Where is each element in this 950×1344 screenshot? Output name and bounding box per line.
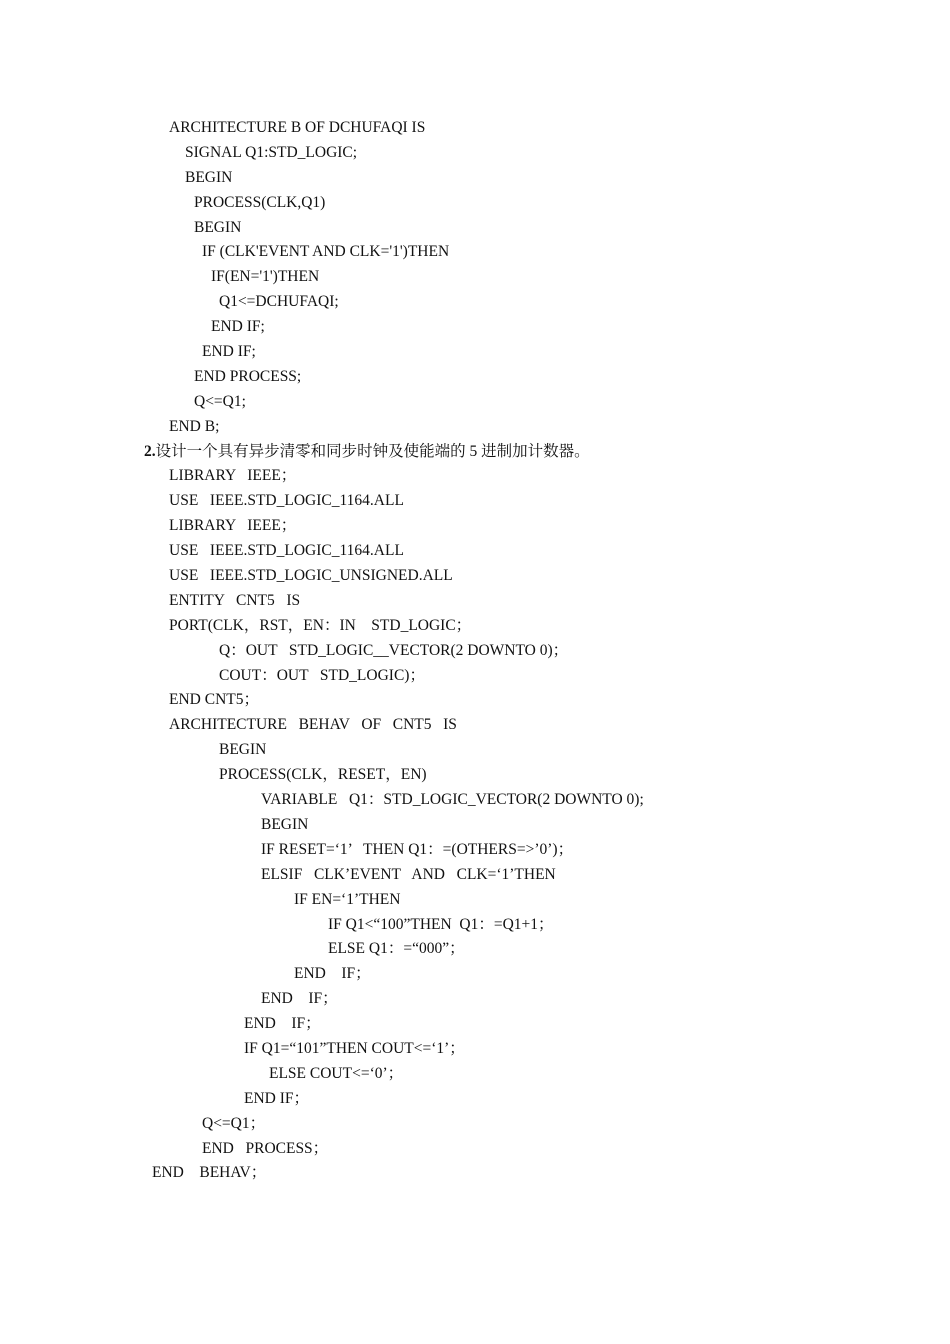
code-line: END CNT5；: [169, 691, 259, 709]
code-listing: [0, 116, 950, 1186]
code-line: END PROCESS;: [194, 367, 302, 385]
code-line: ARCHITECTURE BEHAV OF CNT5 IS: [169, 716, 457, 734]
heading-text: 设计一个具有异步清零和同步时钟及使能端的 5 进制加计数器。: [155, 442, 590, 460]
code-line: BEGIN: [185, 168, 233, 186]
code-line: END IF；: [244, 1089, 310, 1107]
code-line: END PROCESS；: [202, 1139, 329, 1157]
code-line: USE IEEE.STD_LOGIC_UNSIGNED.ALL: [169, 567, 453, 585]
code-line: END IF;: [211, 318, 265, 336]
code-line: IF Q1<“100”THEN Q1：=Q1+1；: [328, 915, 554, 933]
code-line: LIBRARY IEEE；: [169, 517, 297, 535]
code-line: BEGIN: [219, 741, 267, 759]
code-line: IF EN=‘1’THEN: [294, 890, 401, 908]
code-line: Q1<=DCHUFAQI;: [219, 293, 339, 311]
code-line: PROCESS(CLK，RESET，EN): [219, 766, 427, 784]
code-line: END IF;: [202, 343, 256, 361]
code-line: USE IEEE.STD_LOGIC_1164.ALL: [169, 542, 404, 560]
code-line: PORT(CLK，RST，EN：IN STD_LOGIC；: [169, 616, 472, 634]
heading-number: 2.: [144, 442, 156, 460]
code-line: ELSIF CLK’EVENT AND CLK=‘1’THEN: [261, 865, 556, 883]
code-line: Q<=Q1;: [194, 392, 246, 410]
code-line: ENTITY CNT5 IS: [169, 591, 301, 609]
code-line: SIGNAL Q1:STD_LOGIC;: [185, 143, 358, 161]
code-line: COUT：OUT STD_LOGIC)；: [219, 666, 425, 684]
code-line: IF(EN='1')THEN: [211, 268, 320, 286]
code-line: END B;: [169, 417, 220, 435]
code-line: IF Q1=“101”THEN COUT<=‘1’；: [244, 1039, 465, 1057]
section-heading: [0, 440, 950, 465]
code-line: VARIABLE Q1：STD_LOGIC_VECTOR(2 DOWNTO 0);: [261, 791, 644, 809]
code-line: USE IEEE.STD_LOGIC_1164.ALL: [169, 492, 404, 510]
code-line: END IF；: [244, 1015, 321, 1033]
code-line: LIBRARY IEEE；: [169, 467, 297, 485]
code-line: IF RESET=‘1’ THEN Q1：=(OTHERS=>’0’)；: [261, 840, 574, 858]
code-line: END IF；: [261, 990, 338, 1008]
code-line: Q<=Q1；: [202, 1114, 266, 1132]
code-line: ARCHITECTURE B OF DCHUFAQI IS: [169, 119, 426, 136]
code-line: ELSE Q1：=“000”；: [328, 940, 465, 958]
code-line: Q：OUT STD_LOGIC__VECTOR(2 DOWNTO 0)；: [219, 641, 569, 659]
code-line: BEGIN: [194, 218, 242, 236]
code-line: END IF；: [294, 965, 371, 983]
code-line: END BEHAV；: [152, 1164, 267, 1182]
code-line: IF (CLK'EVENT AND CLK='1')THEN: [202, 243, 450, 261]
code-line: BEGIN: [261, 815, 309, 833]
code-line: ELSE COUT<=‘0’；: [269, 1064, 404, 1082]
code-line: PROCESS(CLK,Q1): [194, 193, 326, 211]
